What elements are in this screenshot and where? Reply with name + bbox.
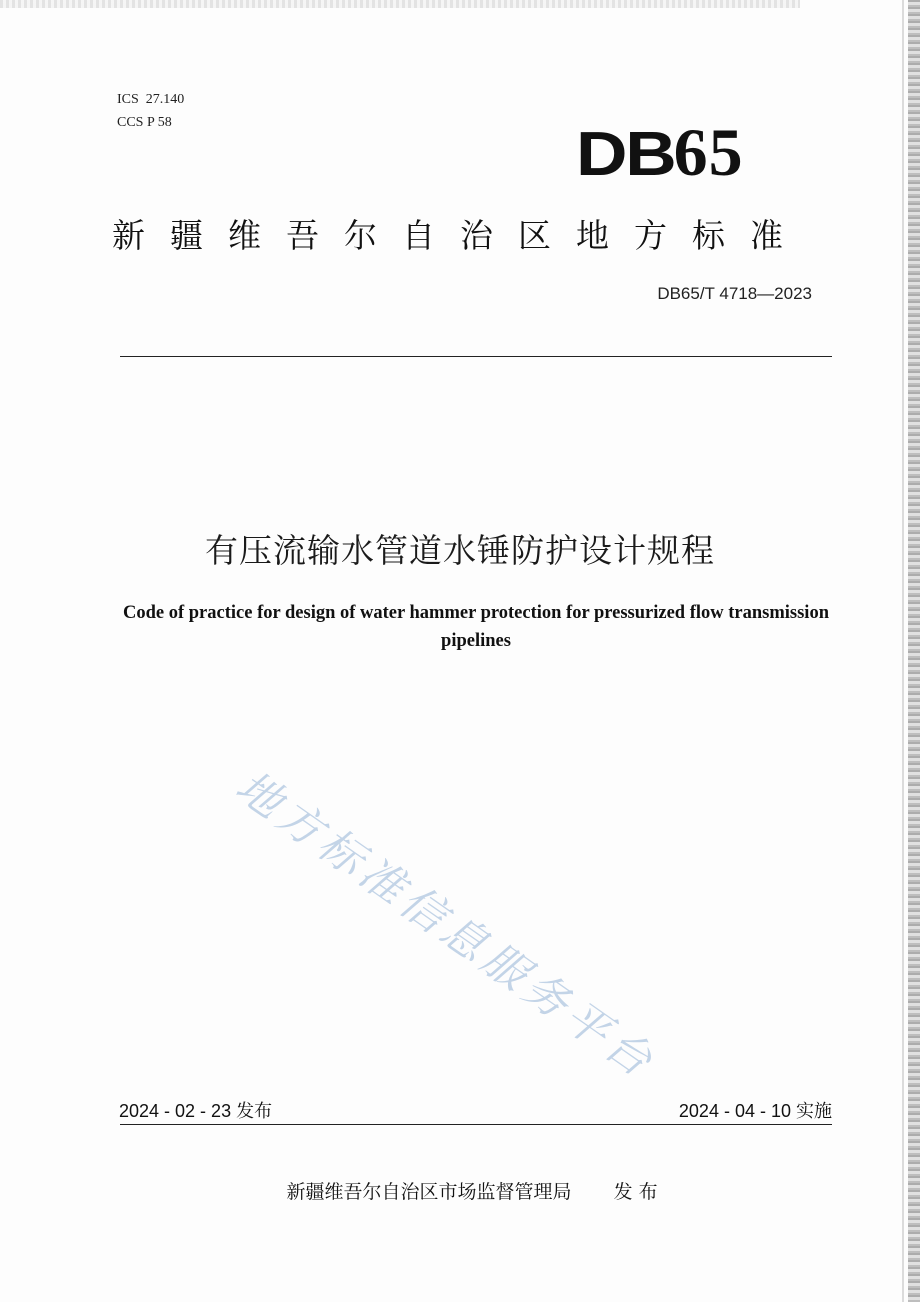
- logo-number: 65: [673, 114, 744, 190]
- issuer-name: 新疆维吾尔自治区市场监督管理局: [286, 1181, 572, 1203]
- db65-logo: [576, 114, 744, 190]
- classification-codes: [117, 88, 184, 134]
- scan-artifact-right-line: [902, 0, 904, 1302]
- release-date: 2024 - 02 - 23 发布: [119, 1101, 273, 1121]
- scan-artifact-right-edge: [908, 0, 920, 1302]
- ccs-code: CCS P 58: [117, 115, 172, 130]
- ics-code: ICS 27.140: [117, 92, 185, 107]
- title-chinese-text: 有压流输水管道水锤防护设计规程: [205, 531, 715, 570]
- title-chinese: [0, 526, 920, 576]
- title-english: Code of practice for design of water hammer protection for pressurized flow transmission pipelines: [123, 603, 829, 651]
- scan-artifact-top: [0, 0, 800, 8]
- logo-prefix: DB: [576, 120, 675, 189]
- standard-category-heading: 新疆维吾尔自治区地方标准: [112, 216, 808, 255]
- standard-number: DB65/T 4718—2023: [657, 284, 812, 303]
- watermark: 地方标准信息服务平台: [226, 761, 666, 1090]
- top-divider: [120, 356, 832, 357]
- bottom-divider: [120, 1124, 832, 1125]
- issuer-action: 发 布: [613, 1181, 658, 1203]
- issuer-line: [0, 1155, 920, 1226]
- implementation-date: 2024 - 04 - 10 实施: [678, 1101, 832, 1121]
